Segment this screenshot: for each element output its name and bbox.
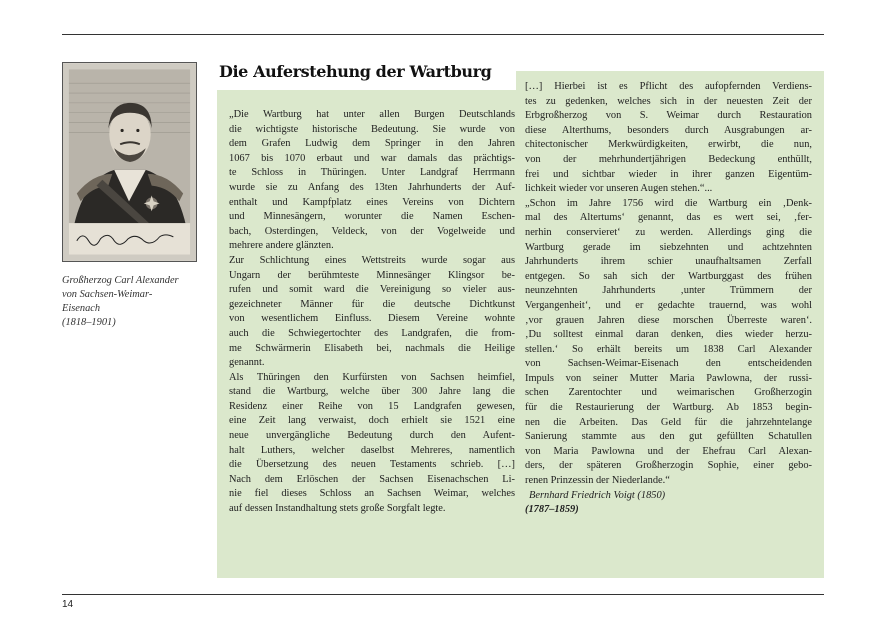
left-text-column [229,108,515,517]
text-line: neue unvergängliche Bedeutung durch den Aufent- [229,430,515,442]
article-title: Die Auferstehung der Wartburg [219,62,492,81]
text-line: Sanierung stammte aus den gut gefüllten Schatullen [525,431,812,443]
text-line: gezeichneter Männer für die deutsche Dichtkunst [229,298,515,310]
portrait-caption [62,274,202,330]
caption-line: Eisenach [62,303,101,314]
page-number: 14 [62,599,74,610]
signature-text: Carl Alexander [129,243,135,245]
text-line: dem Grafen Ludwig dem Springer in den Jahren [229,138,515,150]
text-line: bach, Osterdingen, Veldeck, von der Vogelweide und [229,225,515,237]
text-line: ‚vor grauen Jahren diese morschen Überreste waren‘. [525,314,812,326]
text-line: ders, der späteren Großherzogin Sophie, einer gebo- [525,460,812,472]
portrait-image [62,62,197,262]
top-rule [62,34,824,35]
text-line: „Die Wartburg hat unter allen Burgen Deutschlands [229,109,515,120]
text-line: entgegen. So sah sich der Wartburggast des frühen [525,270,812,282]
text-line: tes zu gedenken, welches sich in der neuesten Zeit der [525,95,812,107]
text-line: mehrere andere glänzten. [229,240,334,252]
text-line: Impuls von seiner Mutter Maria Pawlowna, der russi- [525,372,812,384]
text-line: von der mehrhundertjährigen Bedeckung enthüllt, [525,153,812,165]
bottom-rule [62,594,824,595]
text-line: renen Prinzessin der Niederlande.“ [525,475,670,487]
text-line: Nach dem Erlöschen der Sachsen Eisenachschen Li- [229,473,515,485]
text-line: nen die Arbeiten. Das Geld für die jahrzehntelange [525,416,812,428]
text-line: […] Hierbei ist es Pflicht des aufopfernden Verdiens- [525,81,812,92]
text-line: te Schloss in Thüringen. Unter Landgraf Herrmann [229,167,515,179]
text-line: frei und sichtbar wieder in ihrer ganzen Eigentüm- [525,168,812,180]
caption-line: von Sachsen-Weimar- [62,289,153,300]
text-line: wurde sie zu Anfang des 13ten Jahrhunderts der Auf- [229,181,515,193]
text-line: schen Zarentochter und weimarischen Großherzogin [525,387,812,399]
text-line: und Minnesängern, worunter die Namen Eschen- [229,211,515,223]
caption-line: Großherzog Carl Alexander [62,275,179,286]
text-line: me Schwärmerin Elisabeth bei, nachmals die Heilige [229,342,515,354]
text-line: von Sachsen-Weimar-Eisenach den entscheidenden [525,358,812,370]
text-line: 1067 bis 1070 erbaut und war damals das prächtigs- [229,152,515,164]
right-text-column [525,80,812,518]
text-line: enthalt und Kampfplatz eines Vereins von Dichtern [229,196,515,208]
quote-author-dates: (1787–1859) [525,504,579,516]
text-line: nie fiel dieses Schloss an Sachsen Weimar, welches [229,488,515,500]
text-line: nerhin conservieret‘ zu werden. Allerdings ging die [525,226,812,238]
text-line: von Maria Pawlowna und der Ehefrau Carl Alexan- [525,445,812,457]
text-line: „Schon im Jahre 1756 wird die Wartburg ein ‚Denk- [525,197,812,209]
text-line: halt Luthers, welcher daselbst Mehreres, namentlich [229,444,515,456]
text-line: auf dessen Instandhaltung stets große Sorgfalt legte. [229,503,446,515]
text-line: mal des Altertums‘ genannt, das es wert sei, ‚fer- [525,212,812,224]
text-line: Wartburg gerade im siebzehnten und achtzehnten [525,241,812,253]
text-line: lichkeit wieder vor unseren Augen stehen.“... [525,183,713,195]
text-line: eine Zeit lang verwaist, doch erhielt sie 1521 eine [229,415,515,427]
text-line: auch die Schwiegertochter des Landgrafen, die from- [229,327,515,339]
text-line: von wesentlichem Einfluss. Diesem Vereine wohnte [229,313,515,325]
text-line: stand die Wartburg, welche über 300 Jahre lang die [229,386,515,398]
text-line: ‚Du solltest einmal daran denken, dies wieder herzu- [525,329,812,341]
text-line: Jahrhunderts ihrem schier unaufhaltsamen Zerfall [525,256,812,268]
text-line: chitectonischer Merkwürdigkeiten, erwirbt, die nun, [525,139,812,151]
text-line: Vergangenheit‘, und er gedachte trauernd, was wohl [525,299,812,311]
text-line: neunzehnten Jahrhunderts ‚unter Trümmern der [525,285,812,297]
text-line: für die Restaurierung der Wartburg. Ab 1853 begin- [525,402,812,414]
text-line: die Übersetzung des neuen Testaments schrieb. […] [229,459,515,471]
text-line: die wichtigste historische Bedeutung. Sie wurde von [229,123,515,135]
text-line: rufen und somit ward die Vereinigung so vieler aus- [229,284,515,296]
text-line: Residenz einer Reihe von 15 Landgrafen gewesen, [229,400,515,412]
text-line: Erbgroßherzog von S. Weimar durch Restauration [525,110,812,122]
text-line: Ungarn der berühmteste Minnesänger Klingsor be- [229,269,515,281]
text-line: Als Thüringen den Kurfürsten von Sachsen heimfiel, [229,371,515,383]
text-line: Zur Schlichtung eines Wettstreits wurde sogar aus [229,254,515,266]
text-line: stellen.‘ So erhält bereits um 1838 Carl Alexander [525,343,812,355]
caption-line: (1818–1901) [62,317,116,328]
text-line: genannt. [229,357,265,369]
quote-author: Bernhard Friedrich Voigt (1850) [529,489,666,501]
text-line: diese Alterthums, besonders durch Ausgrabungen ar- [525,124,812,136]
